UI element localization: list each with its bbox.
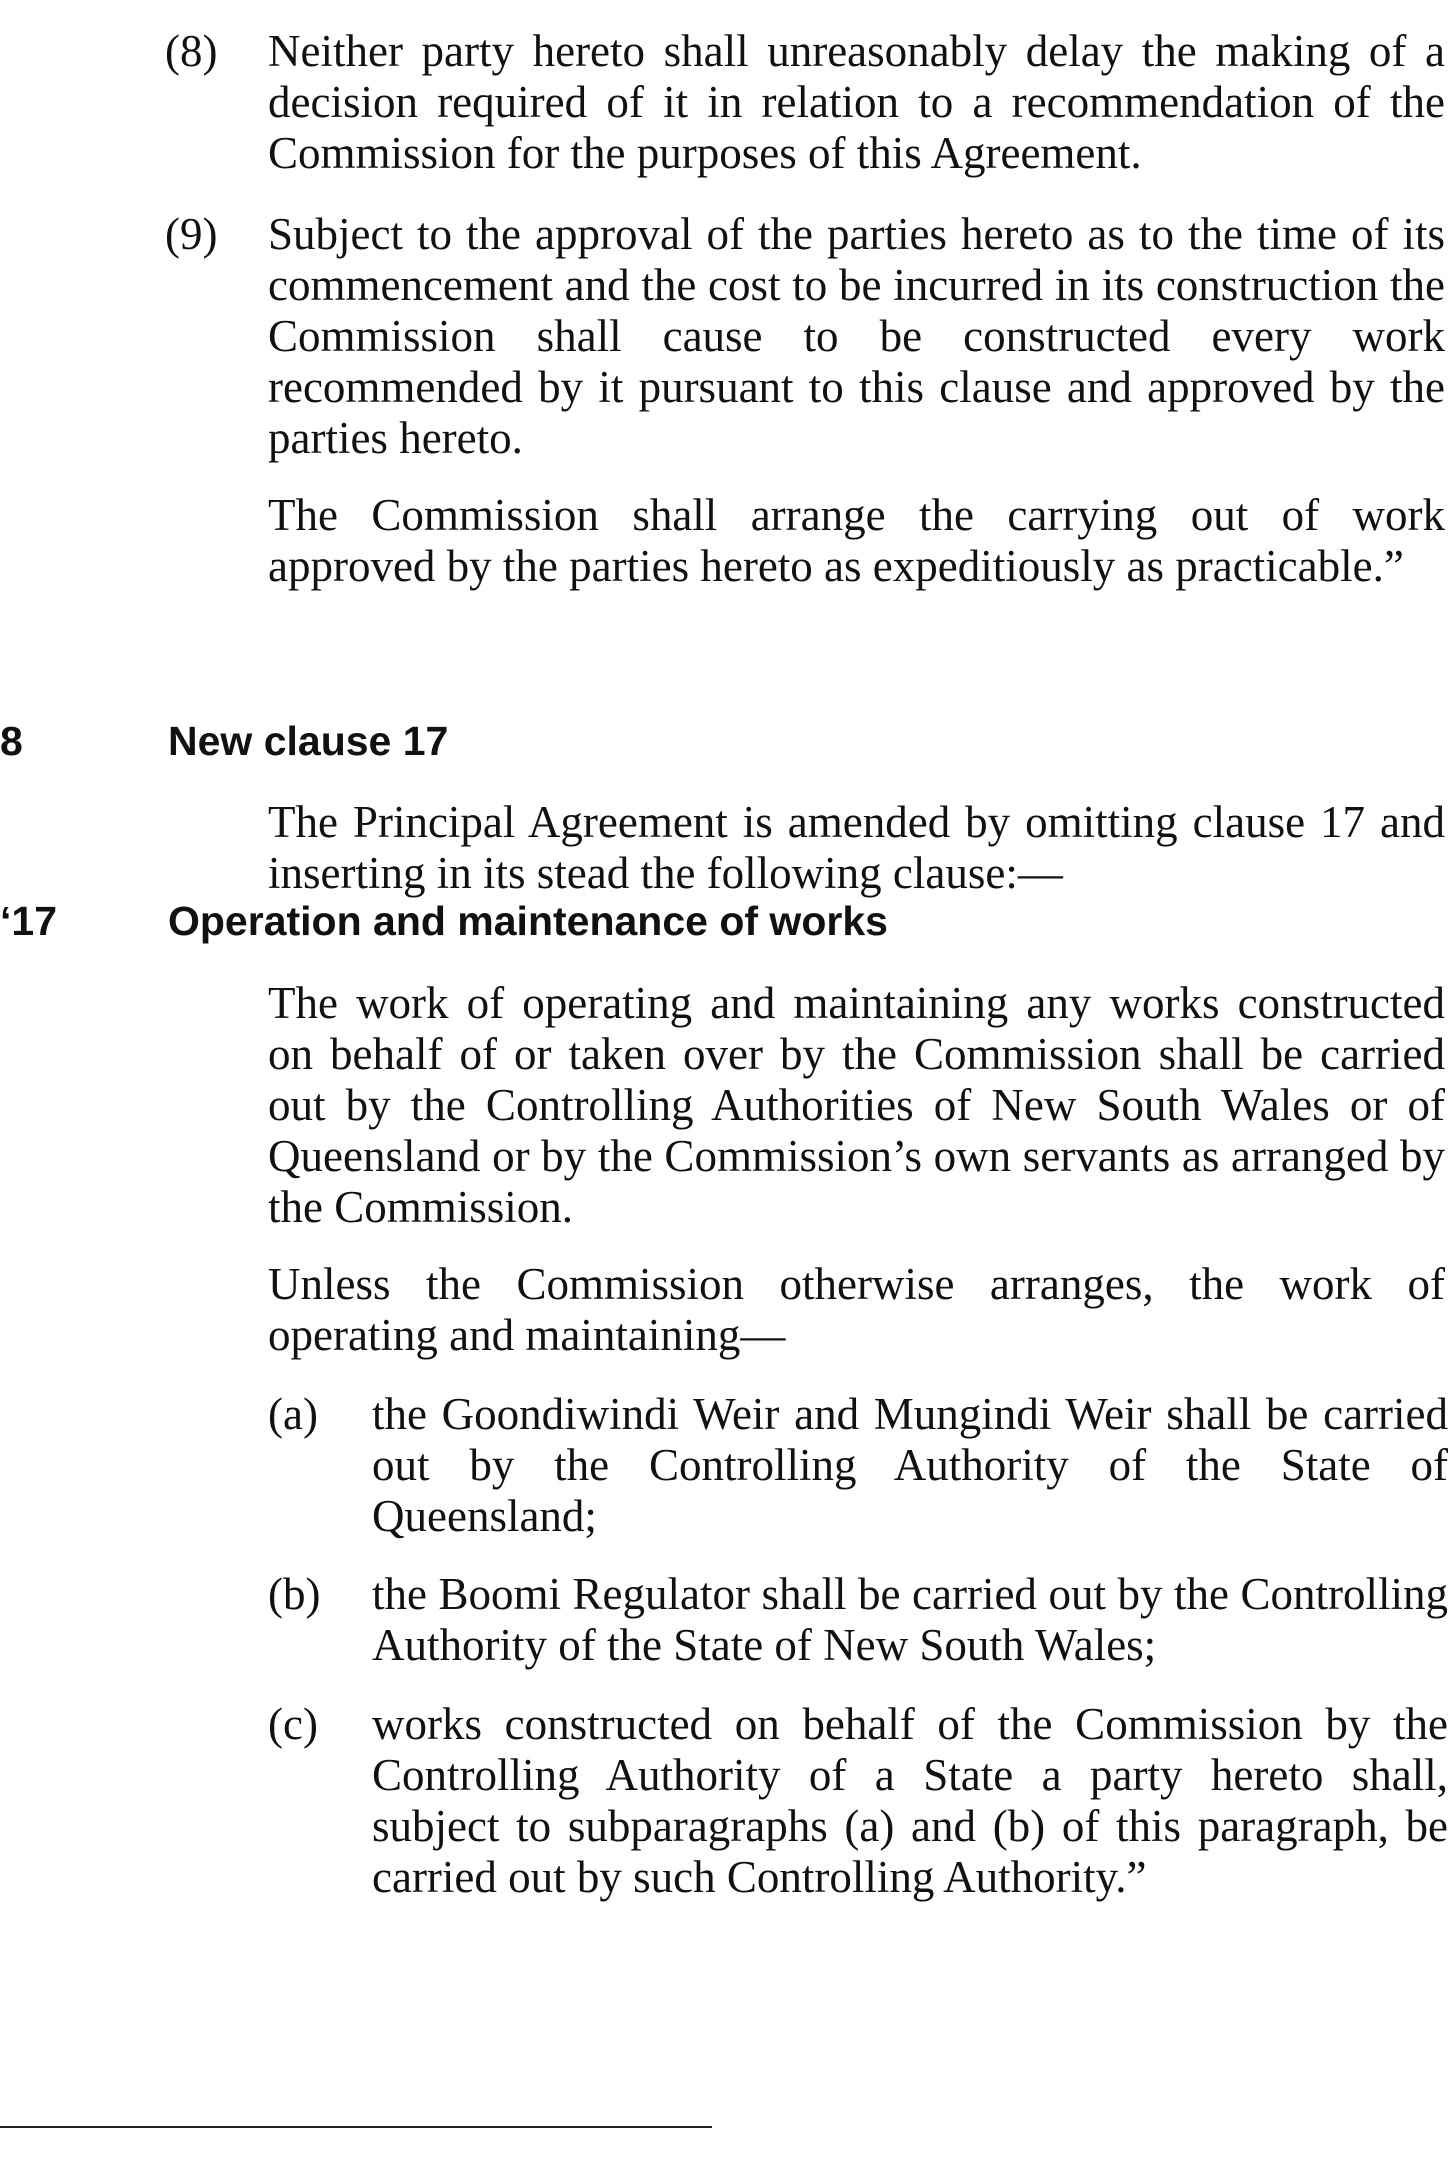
- clause-number: ‘17: [0, 898, 57, 944]
- subclause-text: Neither party hereto shall unreasonably delay the making of a decision required of it in relation to a recommendation of the Commission for the purposes of this Agreement.: [268, 26, 1445, 178]
- item-label: (b): [268, 1569, 321, 1619]
- section-heading: New clause 17: [168, 718, 449, 764]
- clause-17-paragraph-2: Unless the Commission otherwise arranges, the work of operating and maintaining—: [268, 1259, 1445, 1360]
- item-text: the Goondiwindi Weir and Mungindi Weir shall be carried out by the Controlling Authority of the State of Queensland;: [372, 1389, 1448, 1541]
- subclause-9-continuation: The Commission shall arrange the carrying out of work approved by the parties hereto as expeditiously as practicable.”: [268, 490, 1445, 591]
- footnote-divider: [0, 2126, 712, 2128]
- item-text: works constructed on behalf of the Commission by the Controlling Authority of a State a party hereto shall, subject to subparagraphs (a) and (b) of this paragraph, be carried out by such Controlling Authority.”: [372, 1699, 1448, 1902]
- item-label: (a): [268, 1389, 318, 1439]
- subclause-number: (9): [165, 209, 218, 259]
- section-number: 8: [0, 718, 23, 764]
- section-8-text: The Principal Agreement is amended by omitting clause 17 and inserting in its stead the following clause:—: [268, 797, 1445, 898]
- subclause-text: Subject to the approval of the parties hereto as to the time of its commencement and the cost to be incurred in its construction the Commission shall cause to be constructed every work recommended by it pursuant to this clause and approved by the parties hereto.: [268, 209, 1445, 463]
- item-text: the Boomi Regulator shall be carried out by the Controlling Authority of the State of New South Wales;: [372, 1569, 1448, 1670]
- subclause-number: (8): [165, 26, 218, 76]
- clause-17-paragraph-1: The work of operating and maintaining any works constructed on behalf of or taken over by the Commission shall be carried out by the Controlling Authorities of New South Wales or of Queensland or by the Commission’s own servants as arranged by the Commission.: [268, 978, 1445, 1232]
- clause-heading: Operation and maintenance of works: [168, 898, 888, 944]
- item-label: (c): [268, 1699, 318, 1749]
